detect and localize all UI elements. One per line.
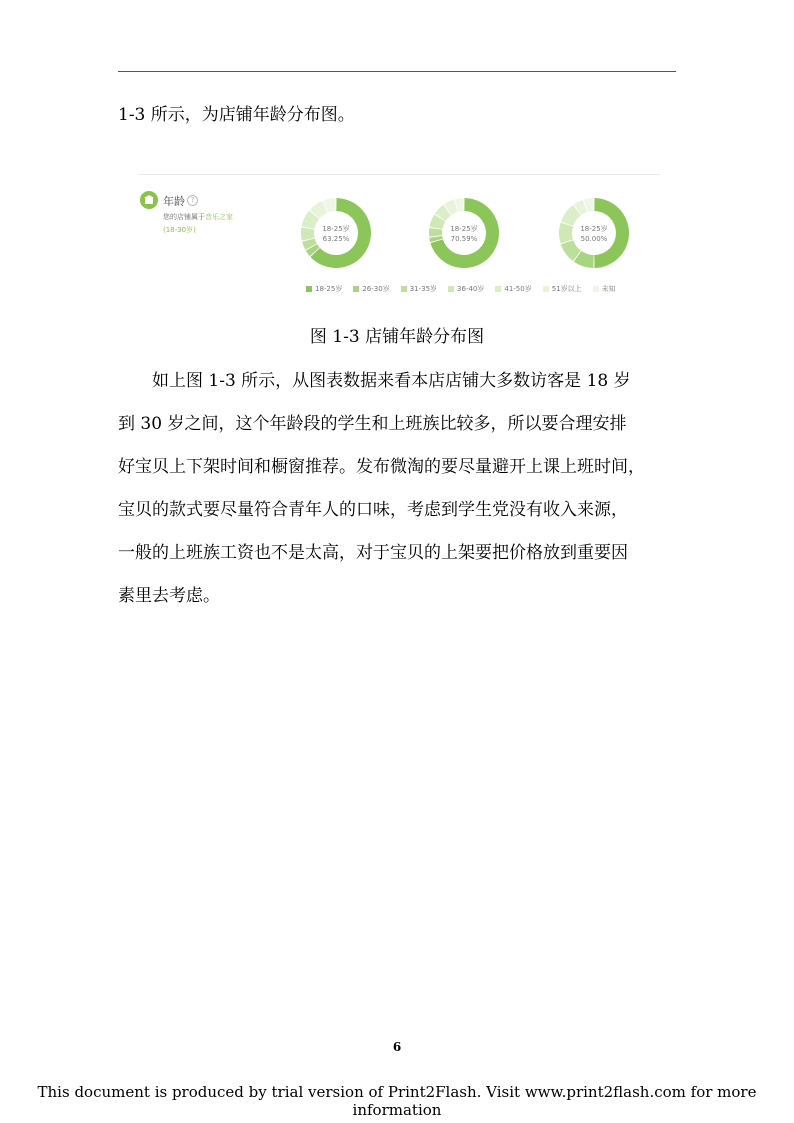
figure-top-border: [138, 174, 660, 175]
legend-swatch: [543, 286, 549, 292]
legend-label: 31-35岁: [409, 285, 438, 293]
legend-label: 41-50岁: [504, 285, 532, 293]
description-prefix: 您的店铺属于: [163, 213, 205, 221]
donut-chart-2: [425, 194, 503, 272]
figure-title: 年龄: [163, 195, 185, 208]
legend-item: [448, 284, 484, 294]
paragraph-line: 素里去考虑。: [118, 586, 220, 606]
header-rule: [118, 71, 676, 72]
donut-chart-3: [555, 194, 633, 272]
figure-caption: 图 1-3 店铺年龄分布图: [309, 327, 485, 347]
paragraph-line: 如上图 1-3 所示，从图表数据来看本店店铺大多数访客是 18 岁: [118, 371, 631, 391]
legend-label: 18-25岁: [315, 285, 343, 293]
legend-swatch: [495, 286, 501, 292]
chart-legend: [306, 284, 616, 294]
donut-2-range-label: 18-25岁: [450, 225, 478, 233]
legend-label: 36-40岁: [457, 285, 485, 293]
legend-label: 未知: [601, 285, 616, 293]
age-range: (18-30岁): [163, 226, 196, 234]
legend-item: [306, 284, 342, 294]
donut-1-range-label: 18-25岁: [322, 225, 350, 233]
intro-line: 1-3 所示，为店铺年龄分布图。: [118, 105, 355, 125]
legend-swatch: [401, 286, 407, 292]
help-icon[interactable]: ?: [187, 195, 198, 206]
legend-item: [401, 284, 437, 294]
paragraph-line: 一般的上班族工资也不是太高，对于宝贝的上架要把价格放到重要因: [118, 543, 628, 563]
description-highlight: 音乐之家: [205, 213, 233, 221]
figure-description: [163, 212, 233, 222]
donut-2-percent-label: 70.59%: [450, 235, 478, 243]
page-number: 6: [392, 1040, 402, 1054]
legend-label: 26-30岁: [362, 285, 390, 293]
paragraph-line: 宝贝的款式要尽量符合青年人的口味，考虑到学生党没有收入来源，: [118, 500, 628, 520]
donut-1-percent-label: 63.25%: [322, 235, 350, 243]
legend-label: 51岁以上: [551, 285, 582, 293]
shop-icon: [140, 191, 158, 209]
age-distribution-figure: [138, 174, 660, 302]
legend-swatch: [448, 286, 454, 292]
legend-swatch: [593, 286, 599, 292]
donut-3-percent-label: 50.00%: [580, 235, 608, 243]
legend-swatch: [306, 286, 312, 292]
donut-3-range-label: 18-25岁: [580, 225, 608, 233]
legend-swatch: [353, 286, 359, 292]
legend-item: [543, 284, 582, 294]
paragraph-line: 到 30 岁之间，这个年龄段的学生和上班族比较多，所以要合理安排: [118, 414, 627, 434]
legend-item: [495, 284, 531, 294]
trial-footer: This document is produced by trial version of Print2Flash. Visit www.print2flash.com for more information: [37, 1083, 757, 1119]
legend-item: [593, 284, 616, 294]
paragraph-line: 好宝贝上下架时间和橱窗推荐。发布微淘的要尽量避开上课上班时间，: [118, 457, 645, 477]
donut-chart-1: [297, 194, 375, 272]
legend-item: [353, 284, 389, 294]
